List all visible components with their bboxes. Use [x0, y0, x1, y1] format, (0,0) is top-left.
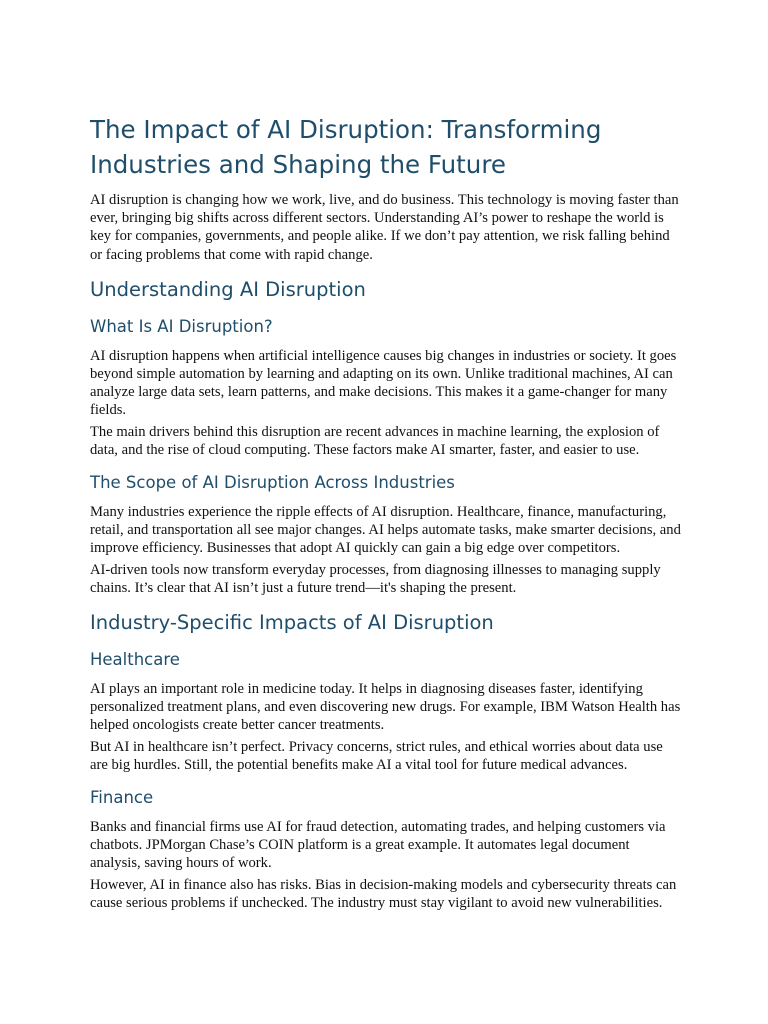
heading-what-is: What Is AI Disruption? [90, 316, 273, 336]
paragraph: AI plays an important role in medicine today. It helps in diagnosing diseases faster, identifying personalized treatment plans, and even discovering new drugs. For example, IBM Watson Health has helped oncologists create better cancer treatments. [90, 681, 681, 734]
heading-understanding: Understanding AI Disruption [90, 277, 366, 301]
heading-scope: The Scope of AI Disruption Across Industries [90, 473, 455, 493]
heading-finance: Finance [90, 788, 154, 808]
paragraph: AI-driven tools now transform everyday processes, from diagnosing illnesses to managing supply chains. It’s clear that AI isn’t just a future trend—it's shaping the present. [90, 561, 661, 596]
paragraph: However, AI in finance also has risks. Bias in decision-making models and cybersecurity threats can cause serious problems if unchecked. The industry must stay vigilant to avoid new vulnerabilities. [90, 876, 677, 911]
document-page [90, 112, 682, 915]
paragraph: AI disruption happens when artificial intelligence causes big changes in industries or society. It goes beyond simple automation by learning and adapting on its own. Unlike traditional machines, AI can analyze large data sets, learn patterns, and make decisions. This makes it a game-changer for many fields. [90, 347, 677, 419]
paragraph: But AI in healthcare isn’t perfect. Privacy concerns, strict rules, and ethical worries about data use are big hurdles. Still, the potential benefits make AI a vital tool for future medical advances. [90, 738, 663, 773]
intro-paragraph: AI disruption is changing how we work, live, and do business. This technology is moving faster than ever, bringing big shifts across different sectors. Understanding AI’s power to reshape the world is key for companies, governments, and people alike. If we don’t pay attention, we risk falling behind or facing problems that come with rapid change. [90, 192, 679, 263]
paragraph: Banks and financial firms use AI for fraud detection, automating trades, and helping customers via chatbots. JPMorgan Chase’s COIN platform is a great example. It automates legal document analysis, saving hours of work. [90, 819, 666, 872]
heading-healthcare: Healthcare [90, 650, 180, 670]
paragraph: The main drivers behind this disruption are recent advances in machine learning, the explosion of data, and the rise of cloud computing. These factors make AI smarter, faster, and easier to use. [90, 423, 660, 458]
document-title: The Impact of AI Disruption: Transforming Industries and Shaping the Future [90, 115, 602, 179]
heading-industry-impacts: Industry-Specific Impacts of AI Disruption [90, 611, 494, 635]
paragraph: Many industries experience the ripple effects of AI disruption. Healthcare, finance, manufacturing, retail, and transportation all see major changes. AI helps automate tasks, make smarter decisions, and improve efficiency. Businesses that adopt AI quickly can gain a big edge over competitors. [90, 504, 681, 557]
